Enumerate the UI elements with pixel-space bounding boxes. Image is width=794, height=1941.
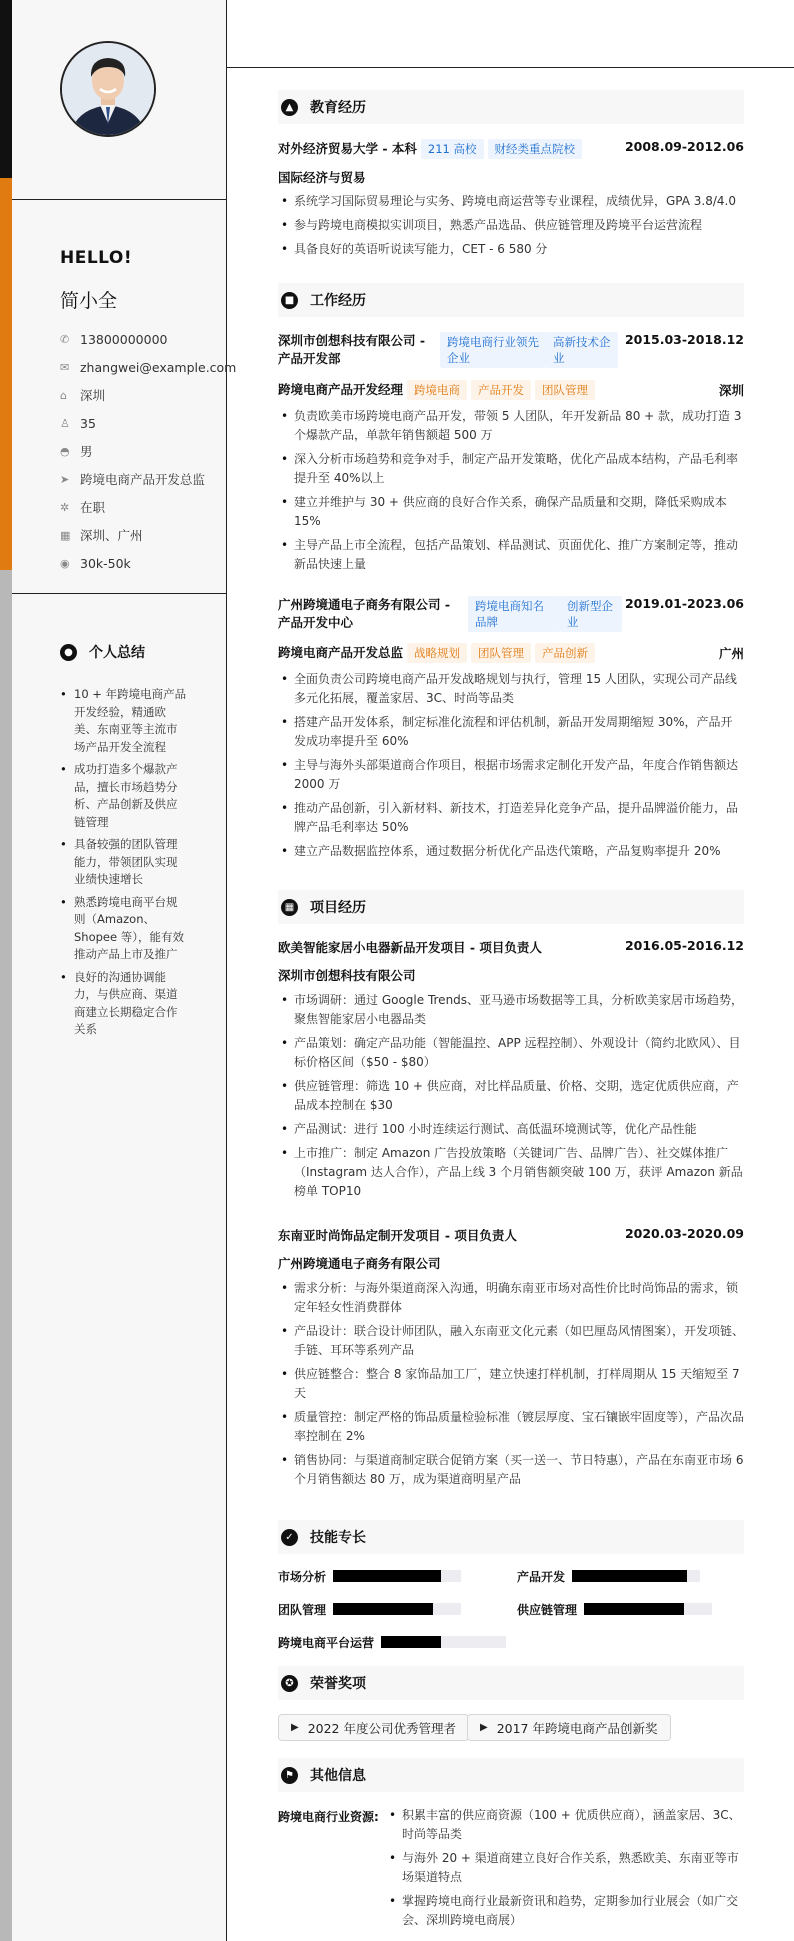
job-header: 深圳市创想科技有限公司 - 产品开发部 跨境电商行业领先企业 高新技术企业 2015.03-2018.12 [278,332,744,366]
project-header: 欧美智能家居小电器新品开发项目 - 项目负责人 2016.05-2016.12 [278,938,744,955]
contact-salary: ◉ 30k-50k [60,555,131,571]
contact-position: ➤ 跨境电商产品开发总监 [60,472,206,487]
list-item: • 搭建产品开发体系，制定标准化流程和评估机制，新品开发周期缩短 30%，产品开发成功率提升至 60% [278,713,744,751]
greeting: HELLO! [60,248,133,268]
project-header: 东南亚时尚饰品定制开发项目 - 项目负责人 2020.03-2020.09 [278,1226,744,1243]
sidebar [12,0,237,1941]
contact-status: ✲ 在职 [60,500,106,515]
skill-bar-fill [584,1603,684,1615]
skill-label: 产品开发 [517,1570,566,1584]
graduation-icon: ▲ [281,99,298,116]
company-tag: 创新型企业 [560,596,622,632]
send-icon: ➤ [60,472,70,486]
role-tag: 产品创新 [535,643,595,663]
contact-age: ♙ 35 [60,415,96,431]
skill-label: 供应链管理 [517,1603,578,1617]
role-tag: 团队管理 [535,380,595,400]
project-bullets [278,1279,744,1494]
triangle-icon: ▶ [291,1722,299,1733]
home-icon: ⌂ [60,388,67,402]
list-item: • 产品测试：进行 100 小时连续运行测试、高低温环境测试等，优化产品性能 [278,1120,744,1139]
job-bullets [278,407,744,579]
list-item: • 负责欧美市场跨境电商产品开发，带领 5 人团队，年开发新品 80 + 款，成功打造 3 个爆款产品，单款年销售额超 500 万 [278,407,744,445]
person-name: 简小全 [60,290,118,312]
other-label: 跨境电商行业资源: [278,1810,379,1824]
flag-icon: ⚑ [281,1767,298,1784]
header-divider [227,67,794,68]
list-item: • 具备良好的英语听说读写能力，CET - 6 580 分 [278,240,744,259]
skill-bar-fill [333,1603,433,1615]
award-badge: ▶ 2022 年度公司优秀管理者 [278,1714,469,1741]
list-item: • 积累丰富的供应商资源（100 + 优质供应商），涵盖家居、3C、时尚等品类 [386,1806,744,1844]
job-city: 广州 [718,646,744,661]
status-icon: ✲ [60,500,70,514]
avatar [60,41,156,137]
contact-phone: ✆ 13800000000 [60,331,168,347]
school-tag: 财经类重点院校 [488,139,583,159]
list-item: • 掌握跨境电商行业最新资讯和趋势，定期参加行业展会（如广交会、深圳跨境电商展） [386,1892,744,1930]
phone-icon: ✆ [60,332,70,346]
contact-gender: ◓ 男 [60,444,93,459]
contact-list [60,325,236,577]
person-icon: ● [60,644,77,661]
list-item: • 产品设计：联合设计师团队，融入东南亚文化元素（如巴厘岛风情图案），开发项链、手链、耳环等系列产品 [278,1322,744,1360]
section-education-heading: ▲ 教育经历 [278,90,744,124]
list-item: • 具备较强的团队管理能力，带领团队实现业绩快速增长 [60,836,188,889]
education-bullets [278,192,744,264]
skill-label: 团队管理 [278,1603,327,1617]
list-item: • 供应链管理：筛选 10 + 供应商，对比样品质量、价格、交期，选定优质供应商，产品成本控制在 $30 [278,1077,744,1115]
project-company: 深圳市创想科技有限公司 [278,968,416,983]
list-item: • 主导与海外头部渠道商合作项目，根据市场需求定制化开发产品，年度合作销售额达 2000 万 [278,756,744,794]
project-bullets [278,991,744,1206]
skill-bar [333,1570,461,1582]
thumbs-up-icon: ✓ [281,1529,298,1546]
skill-label: 跨境电商平台运营 [278,1636,375,1650]
skill-bar-fill [572,1570,687,1582]
gender-icon: ◓ [60,444,70,458]
list-item: • 需求分析：与海外渠道商深入沟通，明确东南亚市场对高性价比时尚饰品的需求，锁定年轻女性消费群体 [278,1279,744,1317]
list-item: • 成功打造多个爆款产品，擅长市场趋势分析、产品创新及供应链管理 [60,761,188,831]
list-item: • 供应链整合：整合 8 家饰品加工厂，建立快速打样机制，打样周期从 15 天缩短至 7 天 [278,1365,744,1403]
grid-icon: ▦ [281,899,298,916]
education-header: 对外经济贸易大学 - 本科 211 高校 财经类重点院校 2008.09-2012.06 [278,139,744,159]
skill-bar-fill [333,1570,441,1582]
list-item: • 良好的沟通协调能力，与供应商、渠道商建立长期稳定合作关系 [60,969,188,1039]
list-item: • 产品策划：确定产品功能（智能温控、APP 远程控制）、外观设计（简约北欧风）、目标价格区间（$50 - $80） [278,1034,744,1072]
list-item: • 市场调研：通过 Google Trends、亚马逊市场数据等工具，分析欧美家居市场趋势，聚焦智能家居小电器品类 [278,991,744,1029]
skill-label: 市场分析 [278,1570,327,1584]
company-tag: 跨境电商行业领先企业 [440,332,546,368]
award-icon: ✪ [281,1675,298,1692]
job-city: 深圳 [718,383,744,398]
section-projects-heading: ▦ 项目经历 [278,890,744,924]
section-work-heading: ■ 工作经历 [278,283,744,317]
list-item: • 参与跨境电商模拟实训项目，熟悉产品选品、供应链管理及跨境平台运营流程 [278,216,744,235]
skill-bar [584,1603,712,1615]
section-honors-heading: ✪ 荣誉奖项 [278,1666,744,1700]
list-item: • 推动产品创新，引入新材料、新技术，打造差异化竞争产品，提升品牌溢价能力，品牌产品毛利率达 50% [278,799,744,837]
list-item: • 建立产品数据监控体系，通过数据分析优化产品迭代策略，产品复购率提升 20% [278,842,744,861]
project-company: 广州跨境通电子商务有限公司 [278,1256,441,1271]
salary-icon: ◉ [60,556,70,570]
award-badge: ▶ 2017 年跨境电商产品创新奖 [467,1714,671,1741]
section-skills-heading: ✓ 技能专长 [278,1520,744,1554]
divider [12,199,227,200]
list-item: • 系统学习国际贸易理论与实务、跨境电商运营等专业课程，成绩优异，GPA 3.8/4.0 [278,192,744,211]
job-header: 广州跨境通电子商务有限公司 - 产品开发中心 跨境电商知名品牌 创新型企业 2019.01-2023.06 [278,596,744,630]
list-item: • 质量管控：制定严格的饰品质量检验标准（镀层厚度、宝石镶嵌牢固度等），产品次品率控制在 2% [278,1408,744,1446]
company-tag: 跨境电商知名品牌 [468,596,560,632]
skill-bar [381,1636,506,1648]
list-item: • 与海外 20 + 渠道商建立良好合作关系，熟悉欧美、东南亚等市场渠道特点 [386,1849,744,1887]
list-item: • 建立并维护与 30 + 供应商的良好合作关系，确保产品质量和交期，降低采购成本 15% [278,493,744,531]
summary-heading: ● 个人总结 [60,642,220,662]
skill-bar [333,1603,461,1615]
education-major: 国际经济与贸易 [278,170,366,185]
skill-bar-fill [381,1636,441,1648]
contact-email: ✉ zhangwei@example.com [60,359,237,375]
job-role: 跨境电商产品开发经理 跨境电商 产品开发 团队管理 深圳 [278,382,744,398]
list-item: • 全面负责公司跨境电商产品开发战略规划与执行，管理 15 人团队，实现公司产品线多元化拓展，覆盖家居、3C、时尚等品类 [278,670,744,708]
section-other-heading: ⚑ 其他信息 [278,1758,744,1792]
list-item: • 熟悉跨境电商平台规则（Amazon、Shopee 等），能有效推动产品上市及推广 [60,894,188,964]
list-item: • 销售协同：与渠道商制定联合促销方案（买一送一、节日特惠），产品在东南亚市场 6 个月销售额达 80 万，成为渠道商明星产品 [278,1451,744,1489]
briefcase-icon: ■ [281,292,298,309]
role-tag: 产品开发 [471,380,531,400]
list-item: • 10 + 年跨境电商产品开发经验，精通欧美、东南亚等主流市场产品开发全流程 [60,686,188,756]
job-bullets [278,670,744,866]
role-tag: 团队管理 [471,643,531,663]
role-tag: 跨境电商 [407,380,467,400]
summary-list [60,686,188,1044]
role-tag: 战略规划 [407,643,467,663]
company-tag: 高新技术企业 [546,332,618,368]
contact-target-city: ▦ 深圳、广州 [60,528,143,543]
skill-bar [572,1570,700,1582]
contact-city: ⌂ 深圳 [60,388,106,403]
job-role: 跨境电商产品开发总监 战略规划 团队管理 产品创新 广州 [278,645,744,661]
other-bullets [386,1806,744,1935]
list-item: • 上市推广：制定 Amazon 广告投放策略（关键词广告、品牌广告）、社交媒体推广（Instagram 达人合作），产品上线 3 个月销售额突破 100 万，获评 Amazon 新品榜单 TOP10 [278,1144,744,1201]
triangle-icon: ▶ [480,1722,488,1733]
side-color-stripe [0,0,12,1941]
mail-icon: ✉ [60,360,70,374]
user-icon: ♙ [60,416,70,430]
school-tag: 211 高校 [421,139,484,159]
building-icon: ▦ [60,528,71,542]
list-item: • 主导产品上市全流程，包括产品策划、样品测试、页面优化、推广方案制定等，推动新品快速上量 [278,536,744,574]
education-date: 2008.09-2012.06 [624,139,744,154]
list-item: • 深入分析市场趋势和竞争对手，制定产品开发策略，优化产品成本结构，产品毛利率提升至 40%以上 [278,450,744,488]
divider [12,593,227,594]
